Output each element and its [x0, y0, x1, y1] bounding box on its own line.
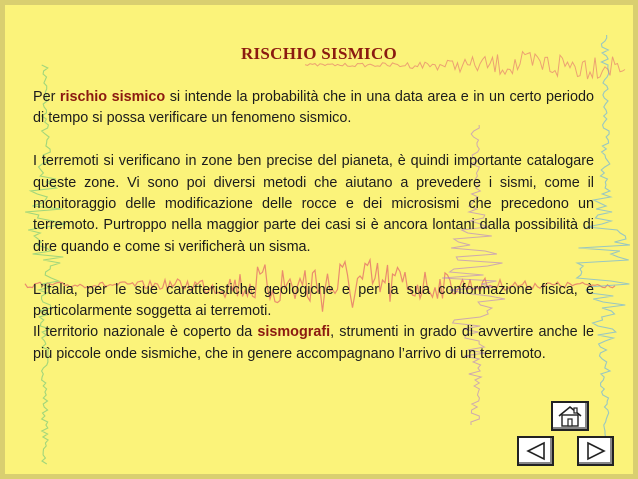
paragraph-earthquakes: I terremoti si verificano in zone ben precise del pianeta, è quindi importante catalogare queste zone. Vi sono poi diversi metodi che aiutano a prevedere i sismi, come il monitoraggio delle modificazione delle rocce e dei microsismi che precedono un terremoto. Purtroppo nella maggior parte dei casi si è ancora lontani dalla possibilità di dire quando e come si verificherà un sisma.	[33, 153, 594, 255]
triangle-left-icon	[525, 441, 547, 461]
text-run: , strumenti in grado di avvertire anche le più piccole onde sismiche, che in genere accompagnano l’arrivo di un terremoto.	[33, 324, 594, 362]
next-slide-button[interactable]	[577, 436, 614, 466]
page-title: RISCHIO SISMICO	[240, 44, 398, 63]
home-button[interactable]	[551, 401, 589, 431]
paragraph-definition	[33, 87, 594, 130]
home-icon	[557, 405, 583, 427]
content-body	[33, 87, 594, 365]
text-run: Il territorio nazionale è coperto da	[33, 324, 258, 341]
text-run: si intende la probabilità che in una data area e in un certo periodo di tempo si possa verificare un fenomeno sismico.	[33, 89, 594, 127]
highlight-term: rischio sismico	[59, 89, 166, 105]
highlight-term: sismografi	[257, 324, 331, 341]
text-run: Per	[33, 89, 60, 105]
paragraph-italy: L’Italia, per le sue caratteristiche geologiche e per la sua conformazione fisica, è particolarmente soggetta ai terremoti.	[33, 281, 594, 320]
triangle-right-icon	[585, 441, 607, 461]
previous-slide-button[interactable]	[517, 436, 554, 466]
paragraph-seismographs	[33, 322, 594, 365]
